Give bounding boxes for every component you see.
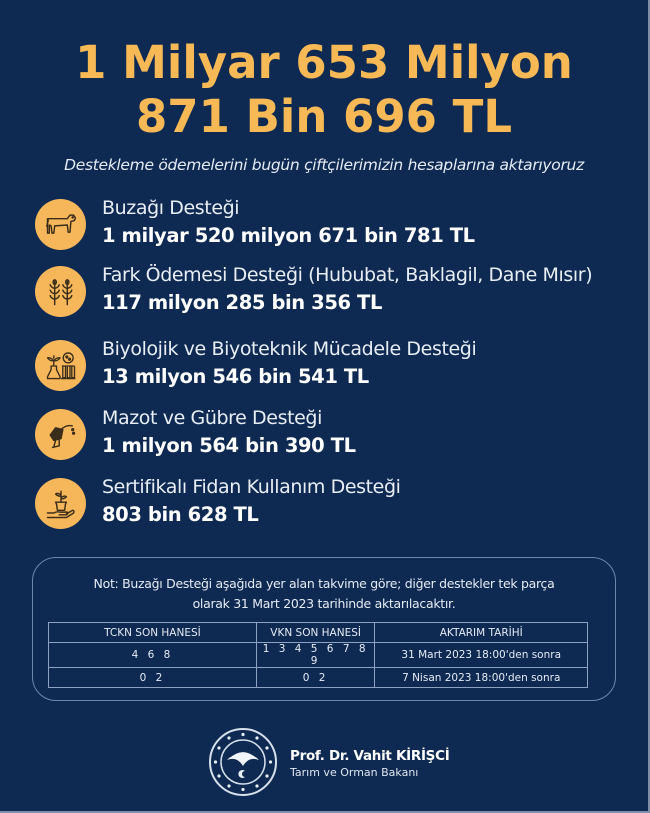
support-item-certified-sapling xyxy=(32,474,632,534)
support-item-biological xyxy=(32,336,632,396)
item-amount: 13 milyon 546 bin 541 TL xyxy=(102,365,369,388)
cell-date: 7 Nisan 2023 18:00'den sonra xyxy=(375,668,588,688)
cell-vkn: 0 2 xyxy=(256,668,375,688)
item-label: Fark Ödemesi Desteği (Hububat, Baklagil, Dane Mısır) xyxy=(102,264,593,286)
cell-vkn: 1 3 4 5 6 7 8 9 xyxy=(256,643,375,668)
note-line-1: Not: Buzağı Desteği aşağıda yer alan takvime göre; diğer destekler tek parça xyxy=(93,576,555,591)
note-line-2: olarak 31 Mart 2023 tarihinde aktarılacaktır. xyxy=(192,596,456,611)
header-tckn: TCKN SON HANESİ xyxy=(49,623,257,643)
header-transfer-date: AKTARIM TARİHİ xyxy=(375,623,588,643)
cell-date: 31 Mart 2023 18:00'den sonra xyxy=(375,643,588,668)
payment-schedule-table xyxy=(48,622,588,688)
table-header-row xyxy=(49,623,588,643)
support-item-price-difference xyxy=(32,262,632,322)
item-amount: 1 milyar 520 milyon 671 bin 781 TL xyxy=(102,224,475,247)
table-row xyxy=(49,643,588,668)
item-label: Buzağı Desteği xyxy=(102,197,240,219)
table-row xyxy=(49,668,588,688)
lab-plant-icon xyxy=(35,340,86,391)
subtitle: Destekleme ödemelerini bugün çiftçilerimizin hesaplarına aktarıyoruz xyxy=(64,156,584,174)
ministry-emblem-icon xyxy=(207,726,279,798)
support-item-fuel-fertilizer xyxy=(32,405,632,465)
item-amount: 803 bin 628 TL xyxy=(102,503,259,526)
seedling-hand-icon xyxy=(35,478,86,529)
item-amount: 1 milyon 564 bin 390 TL xyxy=(102,434,356,457)
fuel-nozzle-icon xyxy=(35,409,86,460)
headline-line-2: 871 Bin 696 TL xyxy=(136,90,512,143)
item-amount: 117 milyon 285 bin 356 TL xyxy=(102,291,382,314)
calf-icon xyxy=(35,199,86,250)
item-label: Biyolojik ve Biyoteknik Mücadele Desteği xyxy=(102,338,477,360)
cell-tckn: 0 2 xyxy=(49,668,257,688)
item-label: Sertifikalı Fidan Kullanım Desteği xyxy=(102,476,401,498)
note-text xyxy=(33,574,615,614)
item-label: Mazot ve Gübre Desteği xyxy=(102,407,322,429)
headline-line-1: 1 Milyar 653 Milyon xyxy=(75,36,573,89)
minister-title: Tarım ve Orman Bakanı xyxy=(290,766,419,779)
support-item-calf xyxy=(32,195,632,255)
headline-total xyxy=(0,36,648,144)
cell-tckn: 4 6 8 xyxy=(49,643,257,668)
header-vkn: VKN SON HANESİ xyxy=(256,623,375,643)
wheat-icon xyxy=(35,266,86,317)
minister-name: Prof. Dr. Vahit KİRİŞCİ xyxy=(290,748,450,764)
